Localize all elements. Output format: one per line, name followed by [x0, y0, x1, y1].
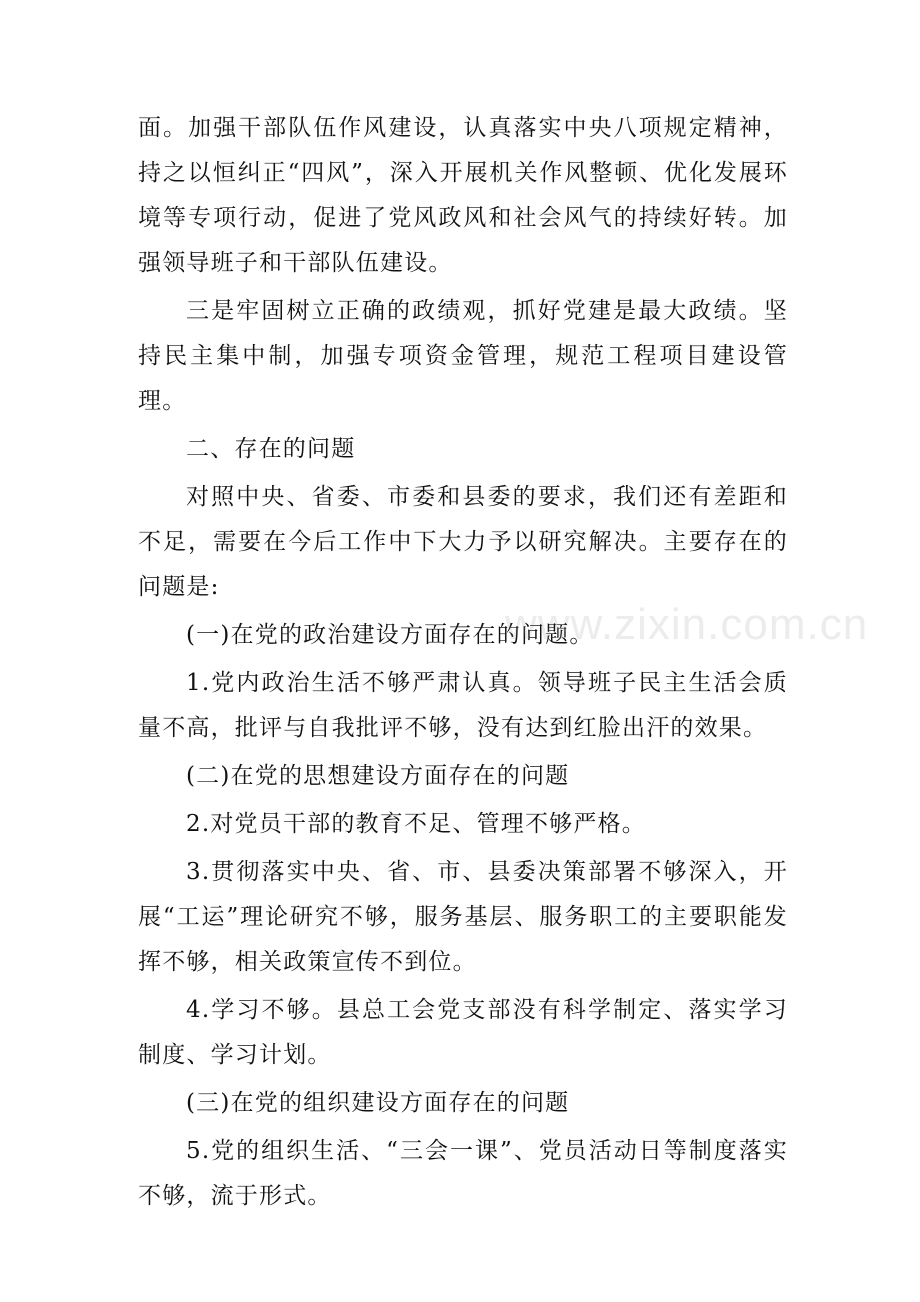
problem-item-1: 1.党内政治生活不够严肃认真。领导班子民主生活会质量不高，批评与自我批评不够，没有达到红脸出汗的效果。: [138, 670, 788, 741]
paragraph-continuation: 面。加强干部队伍作风建设，认真落实中央八项规定精神，持之以恒纠正“四风”，深入开展机关作风整顿、优化发展环境等专项行动，促进了党风政风和社会风气的持续好转。加强领导班子和干部队伍建设。: [138, 115, 788, 276]
paragraph-point-three: 三是牢固树立正确的政绩观，抓好党建是最大政绩。坚持民主集中制，加强专项资金管理，规范工程项目建设管理。: [138, 298, 788, 414]
problem-item-3: 3.贯彻落实中央、省、市、县委决策部署不够深入，开展“工运”理论研究不够，服务基层、服务职工的主要职能发挥不够，相关政策宣传不到位。: [138, 859, 788, 975]
paragraph-intro-problems: 对照中央、省委、市委和县委的要求，我们还有差距和不足，需要在今后工作中下大力予以研究解决。主要存在的问题是:: [138, 484, 788, 600]
problem-item-5: 5.党的组织生活、“三会一课”、党员活动日等制度落实不够，流于形式。: [138, 1138, 788, 1209]
section-heading-problems: 二、存在的问题: [186, 436, 356, 462]
watermark: www.zixin.com.cn: [505, 600, 869, 649]
subheading-organizational: (三)在党的组织建设方面存在的问题: [186, 1090, 570, 1116]
problem-item-4: 4.学习不够。县总工会党支部没有科学制定、落实学习制度、学习计划。: [138, 997, 788, 1068]
subheading-ideological: (二)在党的思想建设方面存在的问题: [186, 763, 570, 789]
document-body: [138, 106, 788, 1222]
subheading-political: (一)在党的政治建设方面存在的问题。: [186, 622, 594, 648]
problem-item-2: 2.对党员干部的教育不足、管理不够严格。: [186, 811, 646, 837]
